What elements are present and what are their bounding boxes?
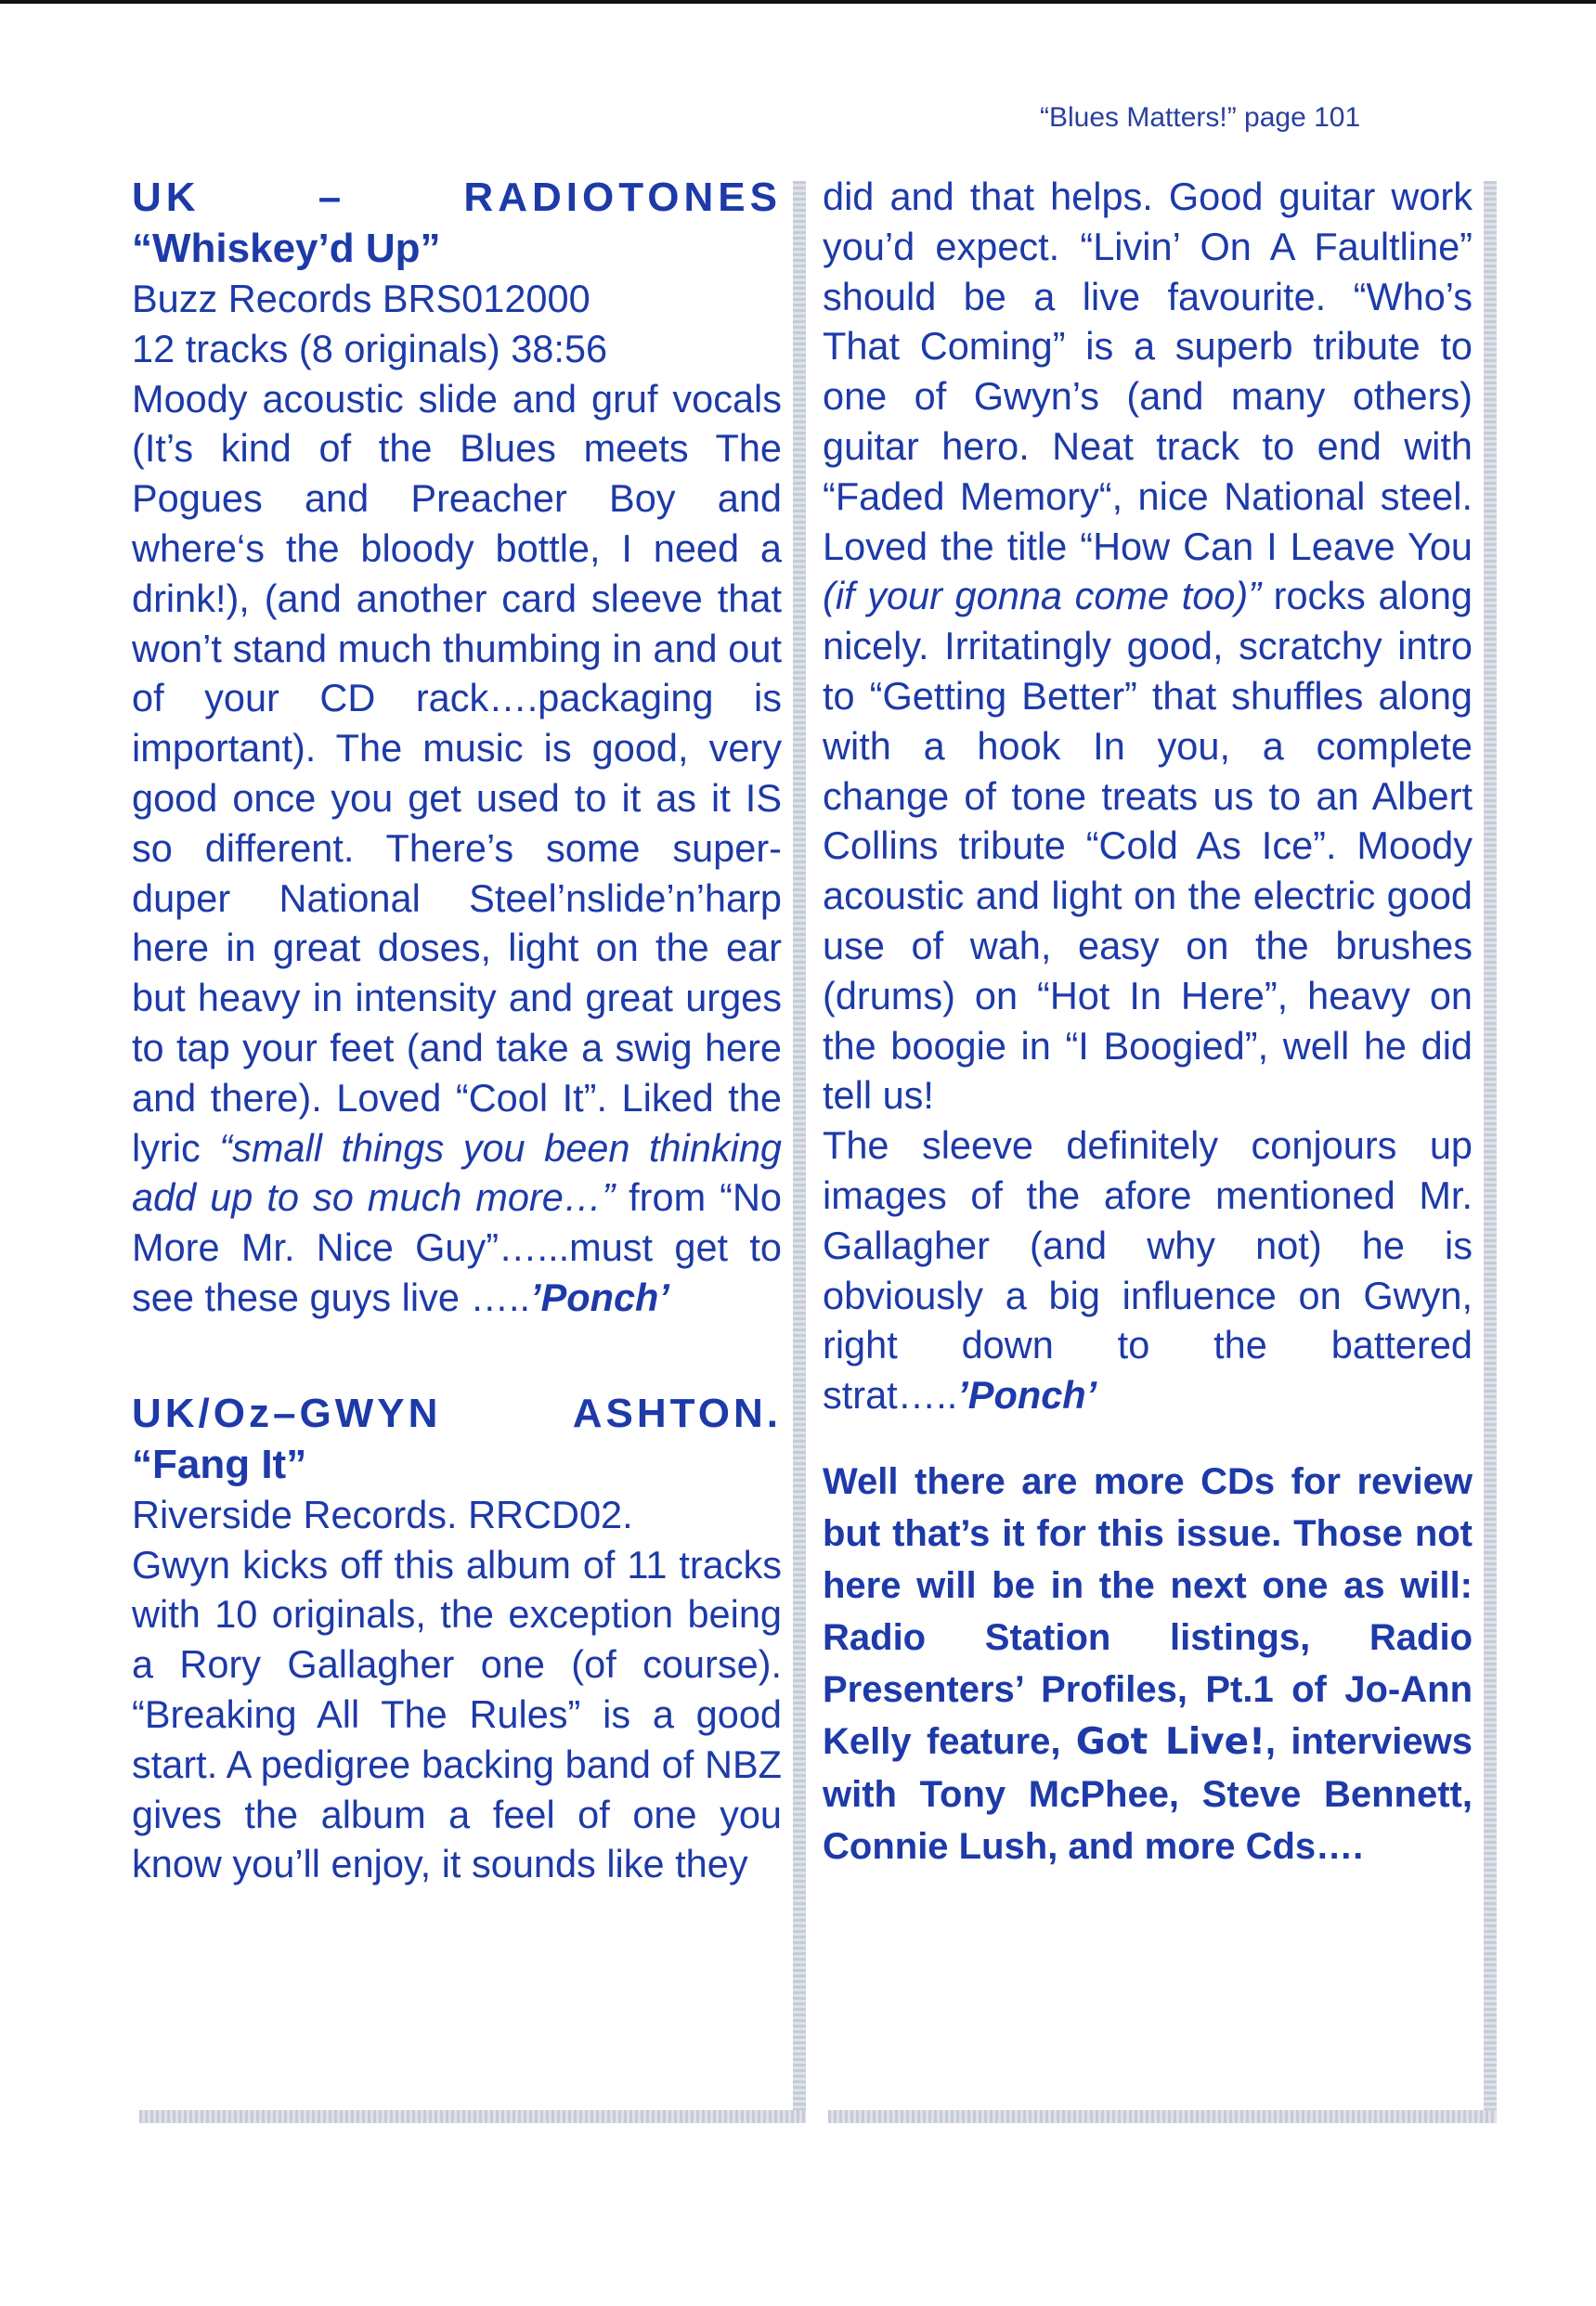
left-column [121, 172, 806, 2123]
album-title: “Whiskey’d Up” [132, 226, 441, 271]
got-live-logo: Got Live! [1075, 1720, 1265, 1763]
review-dash: – [318, 175, 346, 220]
top-border-line [0, 0, 1596, 4]
review-artist: RADIOTONES [463, 175, 782, 220]
review-text: did and that helps. Good guitar work you’d expect. “Livin’ On A Faultline” should be a live favourite. “Who’s That Coming” is a superb tribute to one of Gwyn’s (and many others) guitar hero. Neat track to end with “Faded Memory“, nice National steel. Loved the title “How Can I Leave You [823, 175, 1473, 568]
left-column-content [132, 172, 782, 1889]
review-country: UK [132, 175, 201, 220]
lyric-quote: “small things you been thinking add up to so much more…” [132, 1125, 783, 1220]
review-text-cont: from “No More Mr. Nice Guy”…...must get to see these guys live ….. [132, 1175, 783, 1319]
review-body [132, 374, 782, 1323]
review-body: Gwyn kicks off this album of 11 tracks with 10 originals, the exception being a Rory Gallagher one (of course). “Breaking All The Rules” is a good start. A pedigree backing band of NBZ gives the album a feel of one you know you’ll enjoy, it sounds like they [132, 1542, 782, 1886]
spacer [132, 1323, 782, 1388]
closing-text: Well there are more CDs for review but that’s it for this issue. Those not here will be in the next one as will: Radio Station listings, Radio Presenters’ Profiles, Pt.1 of Jo-Ann Kelly feature, [823, 1460, 1473, 1762]
review-title-radiotones [132, 172, 782, 224]
right-column-content [823, 172, 1473, 1872]
page-header: “Blues Matters!” page 101 [1040, 102, 1361, 133]
review-artist-surname: ASHTON. [572, 1390, 782, 1436]
review-text: The sleeve definitely conjours up images of the afore mentioned Mr. Gallagher (and why not) he is obviously a big influence on Gwyn, right down to the battered strat….. [823, 1123, 1473, 1418]
album-title: “Fang It” [132, 1441, 307, 1487]
review-text: Moody acoustic slide and gruf vocals (It’s kind of the Blues meets The Pogues and Preacher Boy and where‘s the bloody bottle, I need a drink!), (and another card sleeve that won’t stand much thumbing in and out of your CD rack….packaging is important). The music is good, very good once you get used to it as it IS so different. There’s some super-duper National Steel’nslide’n’harp here in great doses, light on the ear but heavy in intensity and great urges to tap your feet (and take a swig here and there). Loved “Cool It”. Liked the lyric [132, 376, 782, 1170]
column-shadow-bottom [139, 2110, 806, 2123]
column-shadow-right [793, 181, 806, 2123]
review-text-cont: rocks along nicely. Irritatingly good, scratchy intro to “Getting Better” that shuffles along with a hook In you, a complete change of tone treats us to an Albert Collins tribute “Cold As Ice”. Moody acoustic and light on the electric good use of wah, easy on the brushes (drums) on “Hot In Here”, heavy on the boogie in “I Boogied”, well he did tell us! [823, 574, 1473, 1118]
review-body-continued [823, 172, 1473, 1121]
review-title-gwyn-ashton [132, 1388, 782, 1440]
reviewer-signoff: ’Ponch’ [957, 1373, 1097, 1418]
review-artist: UK/Oz–GWYN [132, 1390, 442, 1436]
record-label: Riverside Records. RRCD02. [132, 1492, 633, 1536]
song-title-italic: (if your gonna come too)” [823, 574, 1262, 618]
review-body-paragraph [823, 1121, 1473, 1420]
closing-text-cont: , interviews with Tony McPhee, Steve Bennett, Connie Lush, and more Cds…. [823, 1720, 1473, 1867]
track-info: 12 tracks (8 originals) 38:56 [132, 326, 608, 370]
right-column [810, 172, 1497, 2123]
closing-note [823, 1456, 1473, 1872]
reviewer-signoff: ’Ponch’ [530, 1275, 669, 1319]
column-shadow-right [1484, 181, 1497, 2123]
column-shadow-bottom [828, 2110, 1497, 2123]
record-label: Buzz Records BRS012000 [132, 277, 590, 320]
